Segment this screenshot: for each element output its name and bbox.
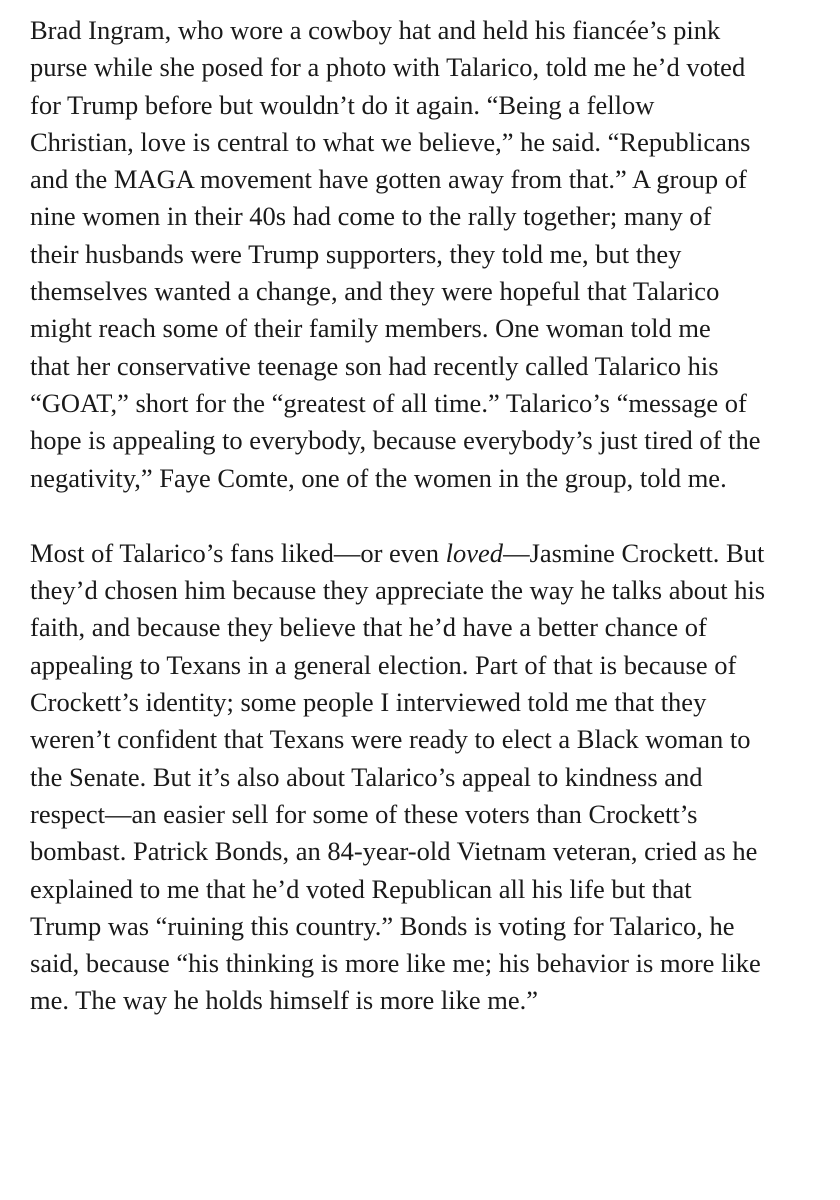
text-run: —Jasmine Crockett. But (503, 537, 765, 568)
paragraph-line (30, 535, 820, 572)
paragraph-line: Crockett’s identity; some people I interviewed told me that they (30, 687, 707, 718)
emphasis-text: loved (445, 537, 504, 568)
paragraph-line: themselves wanted a change, and they were hopeful that Talarico (30, 276, 720, 307)
paragraph-line: said, because “his thinking is more like me; his behavior is more like (30, 948, 761, 979)
paragraph-line: explained to me that he’d voted Republican all his life but that (30, 873, 692, 904)
paragraph-line: negativity,” Faye Comte, one of the women in the group, told me. (30, 462, 727, 493)
article-body (30, 12, 820, 1020)
paragraph-line: “GOAT,” short for the “greatest of all time.” Talarico’s “message of (30, 387, 747, 418)
paragraph-talarico-fans (30, 535, 820, 1020)
paragraph-line: bombast. Patrick Bonds, an 84-year-old Vietnam veteran, cried as he (30, 836, 758, 867)
paragraph-line: might reach some of their family members. One woman told me (30, 313, 711, 344)
paragraph-line: respect—an easier sell for some of these voters than Crockett’s (30, 798, 698, 829)
paragraph-line: nine women in their 40s had come to the rally together; many of (30, 201, 712, 232)
paragraph-line: and the MAGA movement have gotten away from that.” A group of (30, 164, 747, 195)
text-run: Most of Talarico’s fans liked—or even (30, 537, 446, 568)
paragraph-line: Brad Ingram, who wore a cowboy hat and held his fiancée’s pink (30, 15, 721, 45)
paragraph-line: hope is appealing to everybody, because everybody’s just tired of the (30, 425, 761, 456)
paragraph-line: for Trump before but wouldn’t do it again. “Being a fellow (30, 89, 655, 120)
paragraph-line: weren’t confident that Texans were ready to elect a Black woman to (30, 724, 751, 755)
paragraph-line: faith, and because they believe that he’d have a better chance of (30, 612, 707, 643)
paragraph-line: they’d chosen him because they appreciate the way he talks about his (30, 575, 766, 606)
paragraph-line: Christian, love is central to what we believe,” he said. “Republicans (30, 126, 751, 157)
paragraph-line: the Senate. But it’s also about Talarico’s appeal to kindness and (30, 761, 703, 792)
paragraph-line: appealing to Texans in a general election. Part of that is because of (30, 649, 737, 680)
paragraph-line: purse while she posed for a photo with Talarico, told me he’d voted (30, 52, 746, 83)
paragraph-brad-ingram (30, 12, 820, 497)
paragraph-line: their husbands were Trump supporters, they told me, but they (30, 238, 682, 269)
paragraph-line: that her conservative teenage son had recently called Talarico his (30, 350, 719, 381)
paragraph-line: me. The way he holds himself is more like me.” (30, 985, 539, 1016)
paragraph-line: Trump was “ruining this country.” Bonds is voting for Talarico, he (30, 910, 735, 941)
